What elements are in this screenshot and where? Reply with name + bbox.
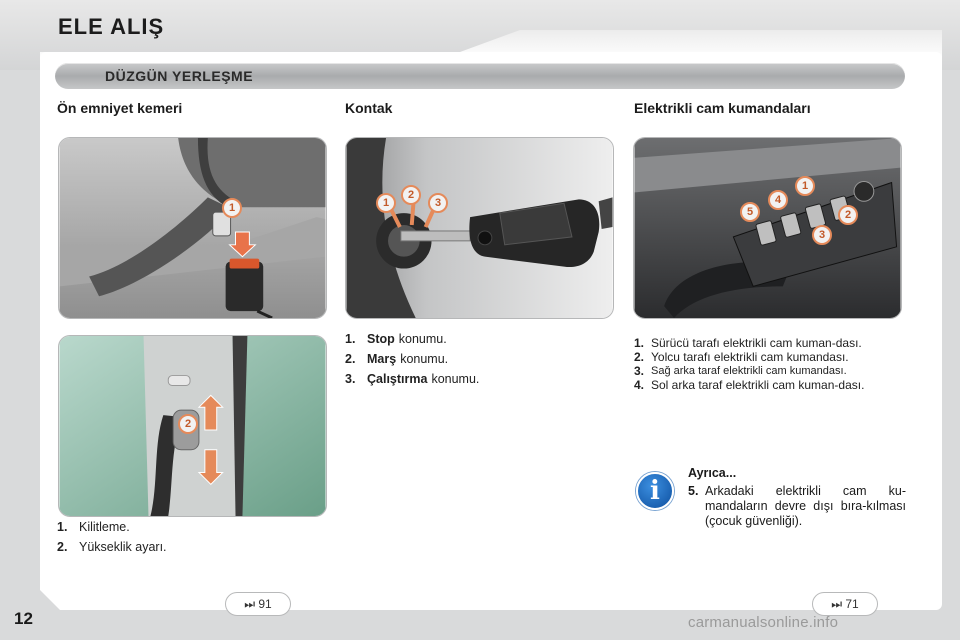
- item-text: konumu.: [398, 332, 447, 346]
- item-term: Stop: [367, 332, 395, 346]
- ignition-callout-1: 1: [376, 193, 396, 213]
- item-text: Kilitleme.: [79, 520, 130, 534]
- list-item: [634, 350, 904, 364]
- watermark: carmanualsonline.info: [688, 614, 839, 631]
- section-title: DÜZGÜN YERLEŞME: [105, 68, 254, 84]
- item-number: 3.: [345, 372, 356, 386]
- page-number: 12: [14, 609, 33, 628]
- chapter-title: ELE ALIŞ: [58, 14, 165, 39]
- page-reference-91[interactable]: ⏭ 91: [225, 592, 291, 616]
- windows-callout-4: 4: [768, 190, 788, 210]
- item-number: 2.: [57, 540, 68, 554]
- windows-callout-5: 5: [740, 202, 760, 222]
- windows-heading: Elektrikli cam kumandaları: [634, 100, 811, 116]
- list-item: [57, 539, 317, 556]
- item-number: 1.: [634, 336, 645, 350]
- seatbelt-callout-2: 2: [178, 414, 198, 434]
- seatbelt-buckle-illustration: [59, 138, 326, 318]
- page-reference-71[interactable]: ⏭ 71: [812, 592, 878, 616]
- item-number: 4.: [634, 378, 645, 392]
- info-item-text: Arkadaki elektrikli cam ku-mandaların devre dışı bıra-kılması (çocuk güvenliği).: [705, 484, 906, 528]
- list-item: [57, 519, 317, 536]
- seatbelt-buckle-photo: [58, 137, 327, 319]
- list-item: [634, 364, 904, 378]
- item-text: Sağ arka taraf elektrikli cam kumandası.: [651, 365, 847, 377]
- seatbelt-list: [57, 519, 317, 559]
- item-number: 3.: [634, 364, 645, 378]
- ignition-callout-3: 3: [428, 193, 448, 213]
- seatbelt-callout-1: 1: [222, 198, 242, 218]
- item-text: Sol arka taraf elektrikli cam kuman-dası.: [651, 378, 865, 392]
- seatbelt-heading: Ön emniyet kemeri: [57, 100, 183, 116]
- ignition-callout-2: 2: [401, 185, 421, 205]
- item-text: Sürücü tarafı elektrikli cam kuman-dası.: [651, 336, 862, 350]
- info-icon: i: [636, 472, 674, 510]
- window-switches-photo: [633, 137, 902, 319]
- item-text: Yolcu tarafı elektrikli cam kumandası.: [651, 350, 849, 364]
- item-number: 1.: [57, 520, 68, 534]
- item-term: Marş: [367, 352, 397, 366]
- ignition-photo: [345, 137, 614, 319]
- item-text: konumu.: [400, 352, 449, 366]
- list-item: [634, 336, 904, 350]
- info-title: Ayrıca...: [688, 466, 737, 480]
- windows-list: [634, 336, 904, 392]
- item-term: Çalıştırma: [367, 372, 428, 386]
- ignition-list: [345, 331, 605, 391]
- windows-callout-2: 2: [838, 205, 858, 225]
- ignition-heading: Kontak: [345, 100, 393, 116]
- list-item: [345, 351, 605, 368]
- item-number: 2.: [345, 352, 356, 366]
- item-text: Yükseklik ayarı.: [79, 540, 167, 554]
- item-number: 2.: [634, 350, 645, 364]
- info-text: [688, 484, 906, 529]
- windows-callout-1: 1: [795, 176, 815, 196]
- list-item: [345, 331, 605, 348]
- list-item: [345, 371, 605, 388]
- info-item-number: 5.: [688, 484, 699, 498]
- item-text: konumu.: [431, 372, 480, 386]
- windows-callout-3: 3: [812, 225, 832, 245]
- ignition-key-illustration: [346, 138, 613, 318]
- window-switches-illustration: [634, 138, 901, 318]
- list-item: [634, 378, 904, 392]
- item-number: 1.: [345, 332, 356, 346]
